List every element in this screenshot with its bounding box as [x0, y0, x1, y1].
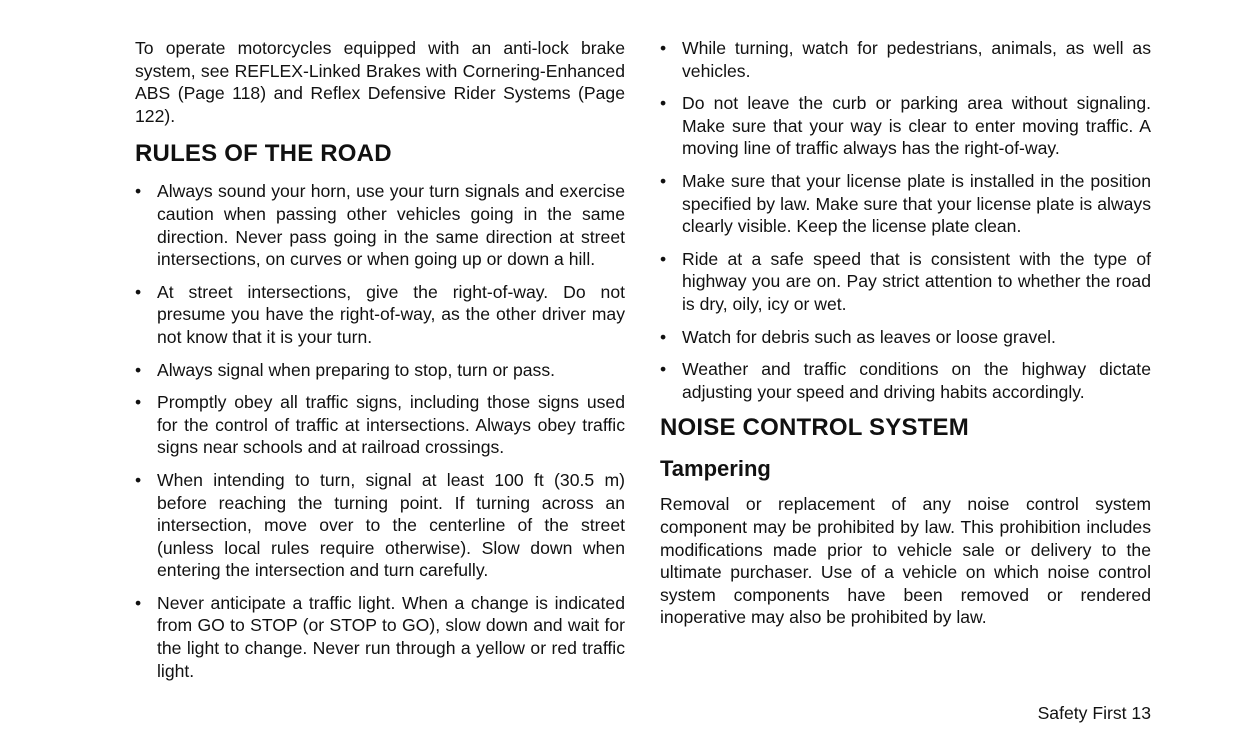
bullet-text: Always signal when preparing to stop, turn or pass.	[157, 359, 556, 380]
bullet-text: Promptly obey all traffic signs, including those signs used for the control of traffic at intersections. Always obey traffic signs near schools and at railroad crossings.	[157, 392, 625, 458]
list-item	[135, 180, 625, 270]
bullet-text: Always sound your horn, use your turn signals and exercise caution when passing other vehicles going in the same direction. Never pass going in the same direction at street intersections, on curves or when going up or down a hill.	[157, 181, 625, 270]
list-item	[660, 170, 1151, 238]
list-item	[660, 326, 1151, 349]
tampering-paragraph: Removal or replacement of any noise control system component may be prohibited by law. This prohibition includes modifications made prior to vehicle sale or delivery to the ultimate purchaser. Use of a vehicle on which noise control system components have been removed or rendered inoperative may also be prohibited by law.	[660, 494, 1151, 628]
list-item	[660, 92, 1151, 160]
road-tips-bullet-list	[660, 37, 1151, 403]
bullet-dot: •	[135, 469, 142, 490]
bullet-text: Never anticipate a traffic light. When a change is indicated from GO to STOP (or STOP to GO), slow down and wait for the light to change. Never run through a yellow or red traffic light.	[157, 592, 625, 681]
bullet-text: Do not leave the curb or parking area without signaling. Make sure that your way is clear to enter moving traffic. A moving line of traffic always has the right-of-way.	[682, 93, 1151, 159]
list-item	[135, 359, 625, 382]
bullet-dot: •	[135, 281, 142, 302]
intro-paragraph: To operate motorcycles equipped with an anti-lock brake system, see REFLEX-Linked Brakes with Cornering-Enhanced ABS (Page 118) and Reflex Defensive Rider Systems (Page 122).	[135, 38, 625, 126]
bullet-dot: •	[660, 248, 667, 269]
bullet-text: Make sure that your license plate is installed in the position specified by law. Make sure that your license plate is always clearly visible. Keep the license plate clean.	[682, 170, 1151, 237]
left-column	[135, 37, 625, 692]
list-item	[135, 391, 625, 459]
right-column	[660, 37, 1151, 629]
bullet-text: While turning, watch for pedestrians, animals, as well as vehicles.	[682, 38, 1151, 81]
bullet-dot: •	[660, 326, 667, 347]
page-footer: Safety First 13	[1037, 703, 1151, 723]
list-item	[660, 248, 1151, 316]
bullet-dot: •	[660, 93, 667, 114]
bullet-text: Weather and traffic conditions on the highway dictate adjusting your speed and driving habits accordingly.	[682, 359, 1151, 402]
list-item	[660, 37, 1151, 82]
tampering-subheading: Tampering	[660, 456, 771, 482]
bullet-dot: •	[660, 170, 667, 191]
bullet-dot: •	[660, 359, 667, 380]
list-item	[135, 469, 625, 582]
bullet-text: Ride at a safe speed that is consistent with the type of highway you are on. Pay strict attention to whether the road is dry, oily, icy or wet.	[682, 248, 1151, 314]
bullet-dot: •	[660, 38, 667, 58]
bullet-dot: •	[135, 181, 142, 202]
bullet-text: When intending to turn, signal at least 100 ft (30.5 m) before reaching the turning point. If turning across an intersection, move over to the centerline of the street (unless local rules require otherwise). Slow down when entering the intersection and turn carefully.	[157, 469, 625, 581]
list-item	[135, 592, 625, 682]
bullet-dot: •	[135, 392, 142, 413]
bullet-text: Watch for debris such as leaves or loose gravel.	[682, 326, 1056, 347]
noise-control-system-heading: NOISE CONTROL SYSTEM	[660, 414, 969, 442]
rules-bullet-list	[135, 180, 625, 682]
bullet-text: At street intersections, give the right-of-way. Do not presume you have the right-of-way, as the other driver may not know that it is your turn.	[157, 281, 625, 347]
bullet-dot: •	[135, 359, 142, 380]
bullet-dot: •	[135, 592, 142, 613]
list-item	[660, 358, 1151, 403]
rules-of-the-road-heading: RULES OF THE ROAD	[135, 140, 392, 168]
list-item	[135, 281, 625, 349]
